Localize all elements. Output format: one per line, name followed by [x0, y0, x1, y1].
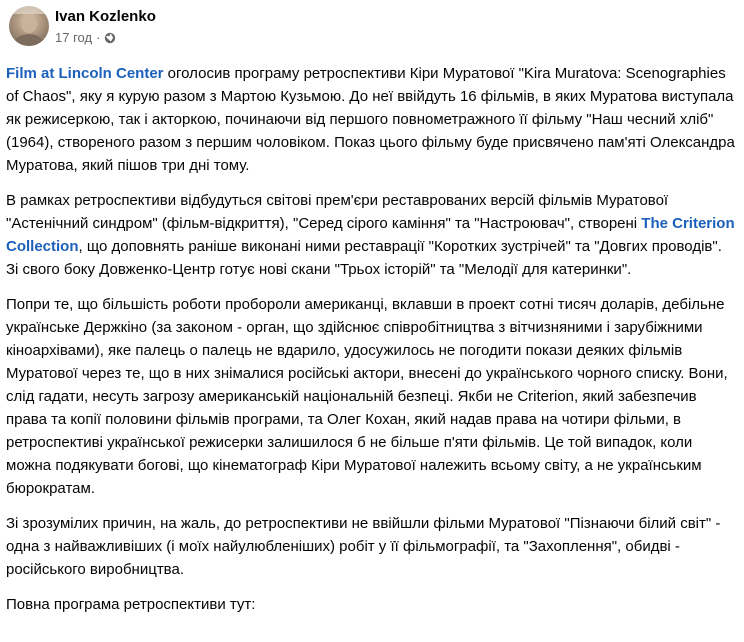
paragraph-1-text: оголосив програму ретроспективи Кіри Муратової "Kira Muratova: Scenographies of Chaos", яку я курую разом з Мартою Кузьмою. До неї ввійдуть 16 фільмів, в яких Муратова виступала як режисеркою, так і акторкою, починаючи від першого повнометражного її фільму "Наш чесний хліб" (1964), створеного разом з першим чоловіком. Показ цього фільму буде присвячено пам'яті Олександра Муратова, який пішов три дні тому. — [6, 65, 735, 174]
paragraph-2-text-after: , що доповнять раніше виконані ними реставрації "Коротких зустрічей" та "Довгих проводів". Зі свого боку Довженко-Центр готує нові скани "Трьох історій" та "Мелодії для катеринки". — [6, 238, 722, 278]
paragraph-2-text-before: В рамках ретроспективи відбудуться світові прем'єри реставрованих версій фільмів Муратової "Астенічний синдром" (фільм-відкриття), "Серед сірого каміння" та "Настроювач", створені — [6, 192, 669, 232]
post-paragraph-4: Зі зрозумілих причин, на жаль, до ретроспективи не ввійшли фільми Муратової "Пізнаючи білий світ" - одна з найважливіших (і моїх найулюбленіших) робіт у її фільмографії, та "Захоплення", обидві - російського виробництва. — [6, 515, 721, 578]
post-time[interactable]: 17 год — [55, 30, 93, 45]
globe-icon[interactable] — [104, 32, 116, 44]
post-paragraph-5: Повна програма ретроспективи тут: — [6, 596, 256, 613]
criterion-collection-link[interactable]: The Criterion Collection — [6, 215, 735, 255]
post-meta — [55, 30, 116, 45]
post-paragraph-3: Попри те, що більшість роботи пробороли американці, вклавши в проект сотні тисяч доларів, дебільне українське Держкіно (за законом - орган, що здійснює співробітництва з вітчизняними і зарубіжними кіноархівами), яке палець о палець не вдарило, удосужилось не погодити покази деяких фільмів Муратової через те, що в них знімалися російські актори, внесені до українського чорного списку. Вони, слід гадати, несуть загрозу американській національній безпеці. Якби не Criterion, який забезпечив права та копії половини фільмів програми, та Олег Кохан, який надав права на чотири фільми, в ретроспективі української режисерки залишилося б не більше п'яти фільмів. Це той випадок, коли можна подякувати богові, що кінематограф Кіри Муратової належить всьому світу, а не українським бюрократам. — [6, 296, 728, 497]
film-at-lincoln-center-link[interactable]: Film at Lincoln Center — [6, 65, 164, 82]
avatar[interactable] — [9, 6, 49, 46]
avatar-image — [9, 6, 49, 46]
post-body — [6, 62, 736, 628]
post-paragraph-1 — [6, 62, 736, 177]
post-paragraph-2 — [6, 189, 736, 281]
author-name[interactable]: Ivan Kozlenko — [55, 8, 156, 25]
meta-separator: · — [96, 30, 101, 45]
